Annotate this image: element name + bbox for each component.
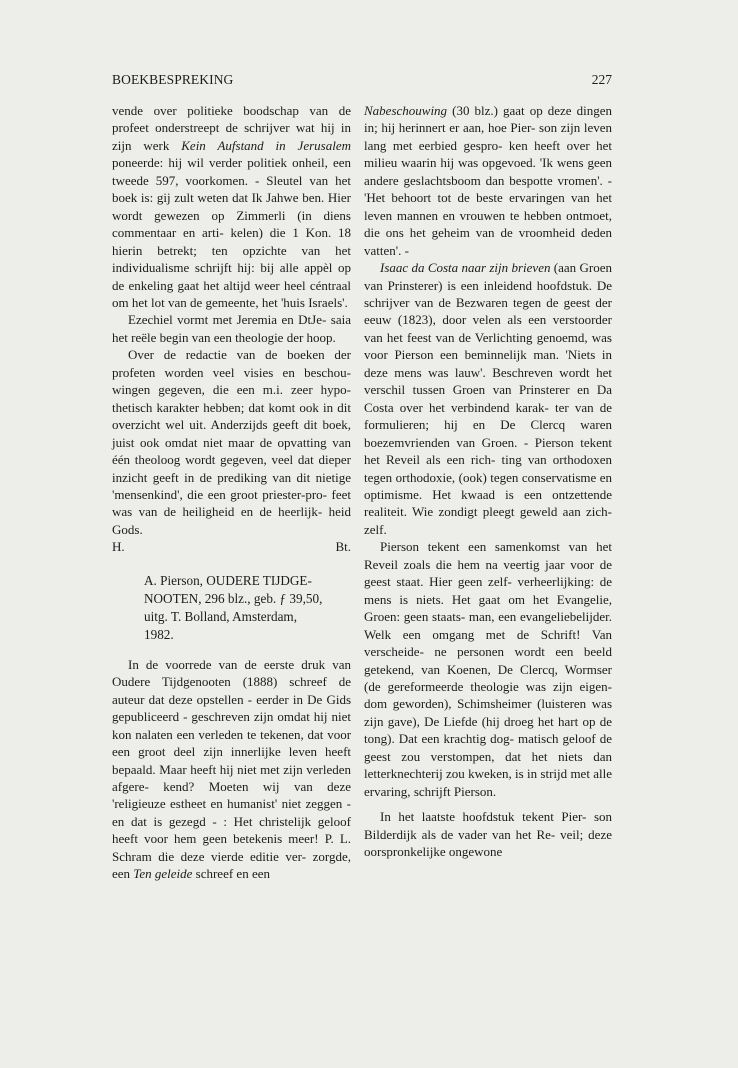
text-line: maar de opvatting van één theoloog — [112, 434, 351, 468]
text-line: heeft voor hem geen betekenis meer! — [112, 831, 319, 847]
reference-line: NOOTEN, 296 blz., geb. ƒ 39,50, — [144, 590, 323, 606]
text-line: lot van de gemeente, het 'huis Israels'. — [151, 294, 348, 310]
text-line: estheet en humanist' niet zeggen - en — [112, 796, 351, 829]
paragraph-r2 — [364, 259, 612, 538]
text-line: en Da Costa over het verbindend karak- — [364, 382, 613, 415]
text-line: Pierson een beminnelijk man. 'Niets in — [394, 347, 613, 363]
text-line: het Reveil zoals die hem na veertig — [364, 539, 613, 572]
text-line: son Bilderdijk als de vader van het Re- — [364, 809, 612, 842]
text-line: waren boezemvrienden van Groen. - — [364, 417, 613, 450]
text-line: geeft in de prediking van dit nietige — [152, 469, 352, 485]
right-column — [364, 102, 612, 860]
text-line: kelen) die 1 Kon. 18 hierin betrekt; ten — [112, 225, 351, 258]
text-line: het altijd weer heel céntraal om het — [112, 277, 352, 310]
text-line: om het Evangelie, Groen: geen staats- — [364, 591, 613, 625]
text-line: opzichte van het individualisme schrijft — [112, 242, 352, 276]
text-line: verheerlijking: de mens is niets. Het gaat — [364, 574, 613, 607]
text-line: auteur dat deze opstellen - eerder in — [112, 691, 303, 707]
paragraph-r3 — [364, 538, 612, 800]
text-line: heid Gods. — [112, 504, 351, 537]
text-line: in zijn werk — [112, 120, 351, 153]
text-line: veil; deze oorspronkelijke ongewone — [364, 826, 612, 860]
text-line: van het boek is: gij zult weten dat Ik — [112, 172, 351, 206]
running-header — [112, 72, 612, 92]
essay-title-italic: Nabeschouwing — [364, 103, 448, 118]
text-line: dom geworden), Schimsheimer (luisteren — [364, 696, 587, 712]
text-line: matisch geloof de geest zou verstompen, — [364, 731, 613, 764]
text-line: (30 blz.) gaat op deze — [447, 103, 572, 118]
review-signature — [112, 538, 351, 555]
text-line: was zijn gave), De Liefde (hij droeg het — [364, 696, 612, 729]
text-line: hoofdstuk. De schrijver van de Bezwaren — [364, 277, 612, 310]
text-line: thetisch karakter hebben; dat komt ook — [112, 399, 319, 415]
text-line: Ezechiel vormt met Jeremia en DtJe- — [128, 312, 327, 328]
paragraph-1 — [112, 102, 351, 311]
text-line: jaar voor de geest staat. Hier geen zelf- — [364, 556, 612, 590]
paragraph-3 — [112, 346, 351, 538]
essay-title-italic: Isaac da Costa naar zijn brieven — [380, 260, 551, 276]
reference-line: A. Pierson, OUDERE TIJDGE- — [144, 572, 312, 588]
text-line: saia het reële begin van een theologie — [112, 312, 351, 345]
text-line: hij: bij alle appèl op de enkeling gaat — [112, 260, 351, 293]
text-line: Zimmerli (in diens commentaar en arti- — [112, 207, 351, 241]
paragraph-2 — [112, 311, 351, 346]
text-line: in dit overzicht wel uit. Anderzijds — [112, 399, 351, 433]
text-line: schreef en een — [192, 866, 270, 882]
text-line: velen als een verstoorder van het feest — [364, 312, 612, 345]
reference-line: uitg. T. Bolland, Amsterdam, — [144, 608, 297, 624]
text-line: der hoop. — [286, 329, 336, 345]
text-line: wingen gegeven, die een m.i. zeer hypo- — [112, 382, 351, 398]
text-line: ne personen wordt een beeld getekend, — [364, 644, 612, 677]
text-line: dat is gezegd - : Het christelijk geloof — [130, 813, 351, 829]
text-line: Pierson tekent het Reveil als een rich- — [364, 434, 612, 468]
text-line: gereformeerde theologie was zijn eigen- — [387, 678, 612, 694]
text-line: omdat hij niet kon nalaten een verleden — [112, 709, 352, 742]
text-line: Over de redactie van de boeken der — [128, 347, 351, 363]
text-line: het verschil tussen Groen van Prinsterer — [364, 364, 612, 398]
text-line: In de voorrede van de eerste druk van — [128, 656, 351, 672]
text-line: tegen de geest der eeuw (1823), door — [364, 294, 612, 328]
book-title-italic: Kein Aufstand in Jerusalem — [181, 137, 351, 153]
text-line: Oudere Tijdgenooten (1888) schreef de — [112, 674, 351, 690]
text-line: son zijn leven lang met eerbied gespro- — [364, 120, 612, 153]
text-line: kweken, is in strijd met alle ervaring, — [364, 766, 612, 799]
text-line: was opgevoed. 'Ik wens geen andere — [364, 155, 613, 188]
text-line: dat het niets dan letterknechterij zou — [364, 748, 613, 782]
text-line: ken heeft over het milieu waarin hij — [364, 137, 612, 171]
page-number: 227 — [591, 72, 612, 87]
text-line: heeft hij niet met zijn verleden afgere- — [112, 761, 352, 794]
text-line: ting van orthodoxen tegen orthodoxie, — [364, 452, 612, 485]
text-line: zelf. — [364, 521, 387, 537]
paragraph-r1 — [364, 102, 612, 259]
text-line: omgang met de Schrift! Van verscheide- — [364, 626, 613, 660]
text-line: geeft dit boek, juist ook omdat niet — [112, 417, 351, 450]
text-line: schrijft Pierson. — [413, 783, 497, 799]
text-line: (aan — [550, 260, 577, 276]
paragraph-r4 — [364, 808, 612, 860]
text-line: deze mens was lauw'. Beschreven wordt — [364, 364, 590, 380]
text-line: (ook) tegen conservatisme en optimisme. — [364, 469, 612, 502]
text-line: profeten worden veel visies en beschou- — [112, 364, 351, 380]
text-line: geslachtsboom dan bespotte vromen'. - — [403, 172, 612, 188]
text-line: vende over politieke boodschap van de — [112, 103, 351, 118]
text-line: Pierson tekent een samenkomst van — [380, 539, 588, 555]
text-line: kend? Moeten wij van deze 'religieuze — [112, 778, 351, 812]
book-reference — [112, 572, 351, 644]
reference-line: 1982. — [144, 626, 174, 642]
text-line: van de Verlichting genoemd, was voor — [364, 329, 612, 363]
text-line: ter van de formulieren; hij en De Clercq — [364, 399, 612, 433]
text-line: De Gids gepubliceerd - geschreven zijn — [112, 691, 351, 725]
text-line: feet was van de heiligheid en de heerlijk- — [112, 486, 352, 520]
text-line: man, een evangeliebelijder. Welk een — [364, 609, 613, 642]
text-line: poneerde: hij wil verder politiek onheil, — [112, 155, 328, 171]
text-line: vroomheid deden vatten'. - — [364, 225, 612, 258]
left-column — [112, 102, 351, 883]
text-line: Groen van Prinsterer) is een inleidend — [364, 260, 612, 293]
signature-initials: Bt. — [335, 539, 351, 555]
text-line: hart op de tong). Dat een krachtig dog- — [364, 713, 613, 747]
text-line: het leven mannen en vrouwen te hebben — [364, 190, 612, 223]
running-title: BOEKBESPREKING — [112, 72, 234, 87]
text-line: P. L. Schram die deze vierde editie ver- — [112, 831, 352, 864]
essay-title-italic: Ten geleide — [133, 866, 193, 882]
text-line: profeet onderstreept de schrijver wat hij — [112, 120, 335, 136]
signature-initial: H. — [112, 539, 125, 555]
text-line: In het laatste hoofdstuk tekent Pier- — [380, 809, 587, 825]
text-line: wordt gegeven, veel dat dieper inzicht — [112, 452, 351, 485]
text-line: een tweede 597, voorkomen. - Sleutel — [112, 155, 352, 188]
text-line: zorgde, een — [112, 848, 351, 882]
text-line: Jahwe ben. Hier wordt gewezen op — [112, 190, 352, 223]
text-line: Wie zondigt pleegt geweld aan zich- — [412, 504, 613, 520]
text-line: dingen in; hij herinnert er aan, hoe Pier- — [364, 103, 612, 136]
text-line: van Koenen, De Clercq, Wormser (de — [364, 661, 612, 694]
text-line: te tekenen, dat voor een groot deel zijn — [112, 726, 352, 760]
text-line: ontmoet, die ons het geheim van de — [364, 207, 613, 241]
text-line: Het kwaad is een ontzettende realiteit. — [364, 486, 612, 520]
text-line: 'mensenkind', die een groot priester-pro- — [112, 486, 327, 502]
text-line: innerlijke leven heeft bepaald. Maar — [112, 744, 352, 777]
paragraph-4 — [112, 656, 351, 883]
text-line: 'Het behoort tot de beste ervaringen van — [364, 190, 590, 206]
